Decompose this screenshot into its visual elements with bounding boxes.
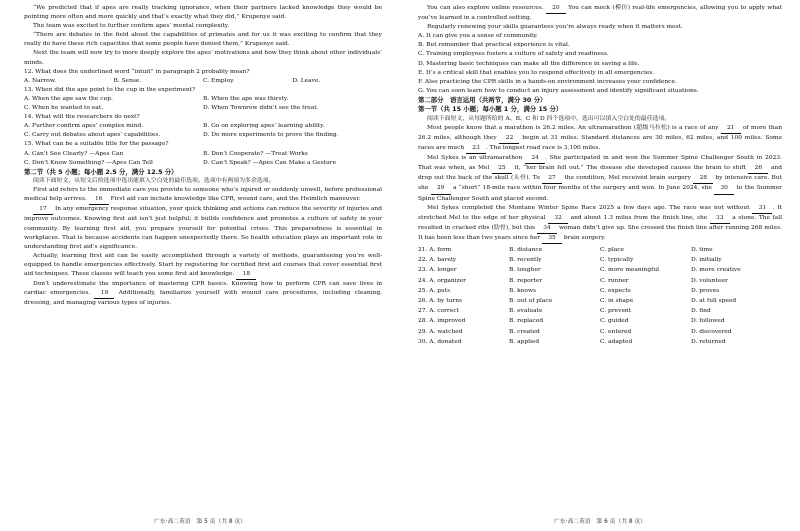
answer-option: C. Employ. xyxy=(203,77,235,84)
cloze-option: B. applied xyxy=(509,338,540,345)
cloze-option: D. initially xyxy=(691,257,722,264)
blank-16: 16 xyxy=(89,195,109,205)
page-footer: 广东·高二英语 第 5 页（共 8 页） xyxy=(154,519,246,525)
blank-23: 23 xyxy=(466,144,486,154)
cloze-option: D. more creative xyxy=(691,267,741,274)
choice-item: E. It’s a critical skill that enables you to respond effectively in all emergencies. xyxy=(418,69,655,76)
choice-item: C. Training employees fosters a culture of safety and readiness. xyxy=(418,51,609,58)
cloze-options-grid xyxy=(418,245,782,347)
cloze-option: C. place xyxy=(600,246,624,253)
cloze-option: C. prevent xyxy=(600,308,632,315)
cloze-option: B. replaced xyxy=(509,318,544,325)
blank-21: 21 xyxy=(721,124,741,134)
answer-option: A. When the ape saw the cup. xyxy=(24,95,113,102)
section-heading: 第二节（共 5 小题；每小题 2.5 分，满分 12.5 分） xyxy=(24,167,178,176)
cloze-option: B. created xyxy=(509,328,540,335)
section-instruction: 阅读下面短文，从每题所给的 A、B、C 和 D 四个选项中，选出可以填入空白处的最佳选项。 xyxy=(427,115,671,122)
cloze-option: 29. A. watched xyxy=(418,328,463,335)
section-instruction: 阅读下面短文，从短文后的选项中选出能填入空白处的最佳选项。选项中有两项为多余选项。 xyxy=(33,178,275,185)
cloze-option: B. knows xyxy=(509,287,537,294)
question-stem: 14. What will the researchers do next? xyxy=(24,114,140,121)
answer-option: A. Further confirm apes’ complex mind. xyxy=(24,123,144,130)
answer-option: A. Narrow. xyxy=(24,77,57,84)
passage-paragraph: Regularly renewing your skills guarantees you’re always ready when it matters most. xyxy=(427,24,683,31)
blank-29: 29 xyxy=(431,184,451,194)
question-stem: 15. What can be a suitable title for the passage? xyxy=(24,141,169,148)
blank-19: 19 xyxy=(94,289,114,299)
question-stem: 12. What does the underlined word “intuit” in paragraph 2 probably mean? xyxy=(24,68,250,75)
cloze-option: B. out of place xyxy=(509,297,553,304)
cloze-option: 28. A. improved xyxy=(418,318,466,325)
cloze-option: D. volunteer xyxy=(691,277,728,284)
cloze-option: B. evaluate xyxy=(509,308,543,315)
cloze-option: D. find xyxy=(691,308,711,315)
blank-22: 22 xyxy=(499,134,519,144)
question-stem: 13. When did the ape point to the cup in the experiment? xyxy=(24,86,196,93)
cloze-option: D. proves xyxy=(691,287,720,294)
question-12 xyxy=(24,68,382,86)
blank-27: 27 xyxy=(542,174,562,184)
cloze-option: C. more meaningful xyxy=(600,267,660,274)
blank-26: 26 xyxy=(748,164,768,174)
paragraph: The team was excited to further confirm apes’ mental complexity. xyxy=(33,23,230,30)
answer-option: B. When the ape was thirsty. xyxy=(203,95,289,102)
cloze-option: C. entered xyxy=(600,328,632,335)
cloze-option: 27. A. correct xyxy=(418,308,459,315)
answer-option: B. Don’t Cooperate? —Treat Works xyxy=(203,150,308,157)
right-page xyxy=(400,0,800,531)
cloze-option: C. expects xyxy=(600,287,631,294)
passage-paragraph: Don’t underestimate the importance of mastering CPR basics. Knowing how to perform CPR can save lives in cardiac emergencies. 19 Additionally, familiarize yourself with wound care procedures, including cleaning, dressing, and managing various types of injuries. xyxy=(24,281,382,307)
answer-option: A. Can’t See Clearly? —Apes Can xyxy=(24,150,124,157)
cloze-option: D. returned xyxy=(691,338,726,345)
blank-30: 30 xyxy=(714,184,734,194)
answer-option: B. Go on exploring apes’ learning ability. xyxy=(203,123,325,130)
blank-31: 31 xyxy=(752,204,772,214)
passage-paragraph: First aid refers to the immediate care you provide to someone who’s injured or suddenly unwell, before professional medical help arrives. 16 First aid can include knowledge like CPR, wound care, and the Heimlich maneuver. xyxy=(24,186,382,205)
answer-option: C. When he wanted to eat. xyxy=(24,105,104,112)
blank-33: 33 xyxy=(710,214,730,224)
cloze-option: B. reporter xyxy=(509,277,543,284)
blank-32: 32 xyxy=(548,214,568,224)
passage-paragraph: 17 In any emergency response situation, your quick thinking and actions can reduce the severity of injuries and improve outcomes. Knowing first aid isn’t just helpful; it builds confidence and promotes a culture of safety in your community. By learning first aid, you prepare yourself for potential crises. This preparedness is essential in workplaces. That is because accidents can happen unexpectedly there. So health education plays an important role in understanding first aid’s significance. xyxy=(24,206,382,250)
cloze-paragraph: Mel Sykes completed the Montane Winter Spine Race 2025 a few days ago. The race was not without 31 . It stretched Mel to the edge of her physical 32 and about 1.3 miles from the finish line, she 33 a stone. The fall resulted in cracked ribs (肋骨), but this 34 woman didn’t give up. She crossed the finish line after running 268 miles. It has been less than two years since her 35 brain surgery. xyxy=(418,204,782,244)
blank-34: 34 xyxy=(537,224,557,234)
paragraph: Next the team will now try to more deeply explore the apes’ motivations and how they think about other individuals’ minds. xyxy=(24,50,382,66)
cloze-option: C. in shape xyxy=(600,297,634,304)
cloze-option: 23. A. longer xyxy=(418,267,457,274)
blank-17: 17 xyxy=(33,205,53,215)
cloze-option: C. typically xyxy=(600,257,634,264)
choice-item: G. You can soon learn how to conduct an injury assessment and identify significant situations. xyxy=(418,87,699,94)
cloze-option: D. followed xyxy=(691,318,725,325)
right-column xyxy=(418,4,782,513)
cloze-option: 25. A. puts xyxy=(418,287,451,294)
cloze-option: C. runner xyxy=(600,277,629,284)
cloze-option: 22. A. barely xyxy=(418,257,457,264)
passage-paragraph: You can also explore online resources. 20 You can mock (模仿) real-life emergencies, allowing you to apply what you’ve learned in a controlled setting. xyxy=(418,5,782,22)
blank-28: 28 xyxy=(693,174,713,184)
paragraph: “There are debates in the field about the capabilities of primates and for us it was exciting to confirm that they really do have these rich capacities that some people have denied them,” Krupenye said. xyxy=(24,32,382,48)
answer-option: D. Do more experiments to prove the finding. xyxy=(203,132,339,139)
blank-20: 20 xyxy=(546,4,566,14)
cloze-option: D. at full speed xyxy=(691,297,737,304)
blank-35: 35 xyxy=(542,234,562,244)
answer-option: C. Carry out debates about apes’ capabilities. xyxy=(24,132,161,139)
cloze-paragraph: Most people know that a marathon is 26.2 miles. An ultramarathon (超级马拉松) is a race of any 21 of more than 26.2 miles, although they 22 begin at 31 miles. Standard distances are 30 miles, 62 miles, and 100 miles. Some races are much 23 . The longest road race is 3,100 miles. xyxy=(418,124,782,154)
answer-option: D. Leave. xyxy=(292,77,321,84)
paragraph: “We predicted that if apes are really tracking ignorance, when their partners lacked knowledge they would be pointing more often and more quickly and that’s exactly what they did,” Krupenye said. xyxy=(24,5,382,21)
cloze-option: B. distance xyxy=(509,246,543,253)
page-footer: 广东·高二英语 第 6 页（共 8 页） xyxy=(554,519,646,525)
cloze-option: B. recently xyxy=(509,257,542,264)
answer-option: D. When Townrow didn’t see the treat. xyxy=(203,105,319,112)
choice-item: A. It can give you a sense of community. xyxy=(418,33,538,40)
blank-25: 25 xyxy=(492,164,512,174)
answer-option: D. Can’t Speak? —Apes Can Make a Gesture xyxy=(203,159,337,166)
cloze-option: D. time xyxy=(691,246,713,253)
question-15 xyxy=(24,140,382,167)
blank-18: 18 xyxy=(236,270,256,280)
cloze-option: 21. A. form xyxy=(418,246,452,253)
cloze-paragraph: Mel Sykes is an ultramarathon 24 . She participated in and won the Summer Spine Challenger South in 2023. That was when, as Mel 25 it, “her brain fell out.” The disease she developed causes the brain to shift 26 and drop out the back of the skull (头骨). To 27 the condition, Mel received brain surgery 28 by intensive care. But she 29 a “short” 18-mile race within four months of the surgery and won. In June 2024, she 30 to the Summer Spine Challenger South and placed second. xyxy=(418,155,782,202)
cloze-option: C. guided xyxy=(600,318,629,325)
choice-item: F. Also practicing the CPR skills in a hands-on environment increases your confidence. xyxy=(418,78,677,85)
blank-24: 24 xyxy=(525,154,545,164)
choice-item: D. Mastering basic techniques can make all the difference in saving a life. xyxy=(418,60,640,67)
left-column xyxy=(24,4,382,513)
answer-option: C. Don’t Know Something? —Apes Can Tell xyxy=(24,159,153,166)
answer-option: B. Sense. xyxy=(113,77,142,84)
choice-list xyxy=(418,32,782,96)
choice-item: B. But remember that practical experience is vital. xyxy=(418,42,570,49)
cloze-option: B. tougher xyxy=(509,267,541,274)
section-heading: 第一节（共 15 小题；每小题 1 分，满分 15 分） xyxy=(418,105,563,114)
part-heading: 第二部分 语言运用（共两节，满分 30 分） xyxy=(418,95,547,104)
passage-paragraph: Actually, learning first aid can be easily accomplished through a variety of methods, guaranteeing you’re well-equipped to handle emergencies effectively. Start by registering for certified first aid courses that cover essential first aid techniques. These classes will teach you some first aid knowledge. 18 xyxy=(24,252,382,280)
question-13 xyxy=(24,86,382,113)
cloze-option: C. adapted xyxy=(600,338,633,345)
cloze-option: 24. A. organizer xyxy=(418,277,466,284)
cloze-option: D. discovered xyxy=(691,328,732,335)
cloze-option: 30. A. donated xyxy=(418,338,462,345)
cloze-option: 26. A. by turns xyxy=(418,297,463,304)
question-14 xyxy=(24,113,382,140)
